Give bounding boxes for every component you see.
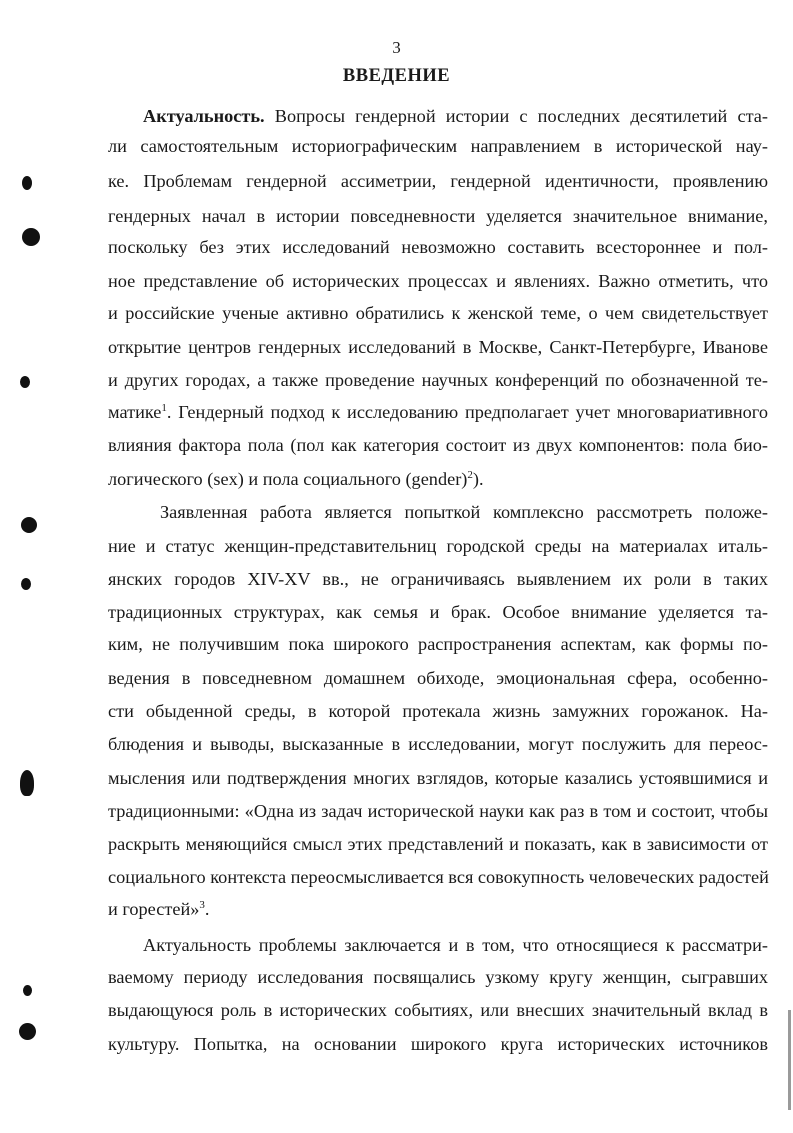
text-line: влияния фактора пола (пол как категория состоит из двух компонентов: пола био-	[108, 435, 768, 455]
text-line: выдающуюся роль в исторических событиях, или внесших значительный вклад в	[108, 1000, 768, 1020]
text-line: раскрыть меняющийся смысл этих представлений и показать, как в зависимости от	[108, 834, 768, 854]
scan-edge-line	[788, 1010, 791, 1110]
text-line: логического (sex) и пола социального (gender)$^2$).	[108, 469, 484, 489]
text-line: ведения в повседневном домашнем обиходе, эмоциональная сфера, особенно-	[108, 668, 768, 688]
text-line: и российские ученые активно обратились к женской теме, о чем свидетельствует	[108, 303, 768, 323]
punch-hole-mark	[20, 770, 34, 796]
text-line: ким, не получившим пока широкого распространения аспектам, как формы по-	[108, 634, 768, 654]
text-line: Актуальность проблемы заключается и в том, что относящиеся к рассматри-	[143, 935, 768, 955]
punch-hole-mark	[21, 517, 37, 533]
page-number: 3	[392, 38, 401, 57]
text-line: поскольку без этих исследований невозможно составить всестороннее и пол-	[108, 237, 768, 257]
text-line: социального контекста переосмысливается вся совокупность человеческих радостей	[108, 867, 769, 887]
text-line: ли самостоятельным историографическим направлением в исторической нау-	[108, 136, 768, 156]
text-line: Актуальность. Вопросы гендерной истории с последних десятилетий ста-	[143, 106, 768, 126]
lead-term: Актуальность.	[143, 106, 265, 126]
text-line: традиционных структурах, как семья и брак. Особое внимание уделяется та-	[108, 602, 768, 622]
punch-hole-mark	[22, 176, 32, 190]
text-line: матике$^1$. Гендерный подход к исследованию предполагает учет многовариативного	[108, 402, 768, 422]
text-line: гендерных начал в истории повседневности уделяется значительное внимание,	[108, 206, 768, 226]
text-line: открытие центров гендерных исследований в Москве, Санкт-Петербурге, Иванове	[108, 337, 768, 357]
text-line: ние и статус женщин-представительниц городской среды на материалах италь-	[108, 536, 768, 556]
punch-hole-mark	[23, 985, 32, 996]
footnote-ref-2[interactable]: 2	[467, 469, 473, 481]
text-line: традиционными: «Одна из задач исторической науки как раз в том и состоит, чтобы	[108, 801, 768, 821]
punch-hole-mark	[19, 1023, 36, 1040]
text-line: мысления или подтверждения многих взглядов, которые казались устоявшимися и	[108, 768, 768, 788]
text-line: ное представление об исторических процессах и явлениях. Важно отметить, что	[108, 271, 768, 291]
footnote-ref-1[interactable]: 1	[161, 402, 167, 414]
text-line: культуру. Попытка, на основании широкого круга исторических источников	[108, 1034, 768, 1054]
text-line: сти обыденной среды, в которой протекала жизнь замужних горожанок. На-	[108, 701, 768, 721]
text-line: блюдения и выводы, высказанные в исследовании, могут послужить для переос-	[108, 734, 768, 754]
text-line: и горестей»$^3$.	[108, 899, 210, 919]
punch-hole-mark	[21, 578, 31, 590]
text-line: ке. Проблемам гендерной ассиметрии, гендерной идентичности, проявлению	[108, 171, 768, 191]
text-line: янских городов XIV-XV вв., не ограничиваясь выявлением их роли в таких	[108, 569, 768, 589]
punch-hole-mark	[22, 228, 40, 246]
footnote-ref-3[interactable]: 3	[199, 899, 205, 911]
text-line: и других городах, а также проведение научных конференций по обозначенной те-	[108, 370, 768, 390]
page-title: ВВЕДЕНИЕ	[342, 66, 451, 86]
punch-hole-mark	[20, 376, 30, 388]
text-line: Заявленная работа является попыткой комплексно рассмотреть положе-	[160, 502, 768, 522]
text-line: ваемому периоду исследования посвящались узкому кругу женщин, сыгравших	[108, 967, 768, 987]
